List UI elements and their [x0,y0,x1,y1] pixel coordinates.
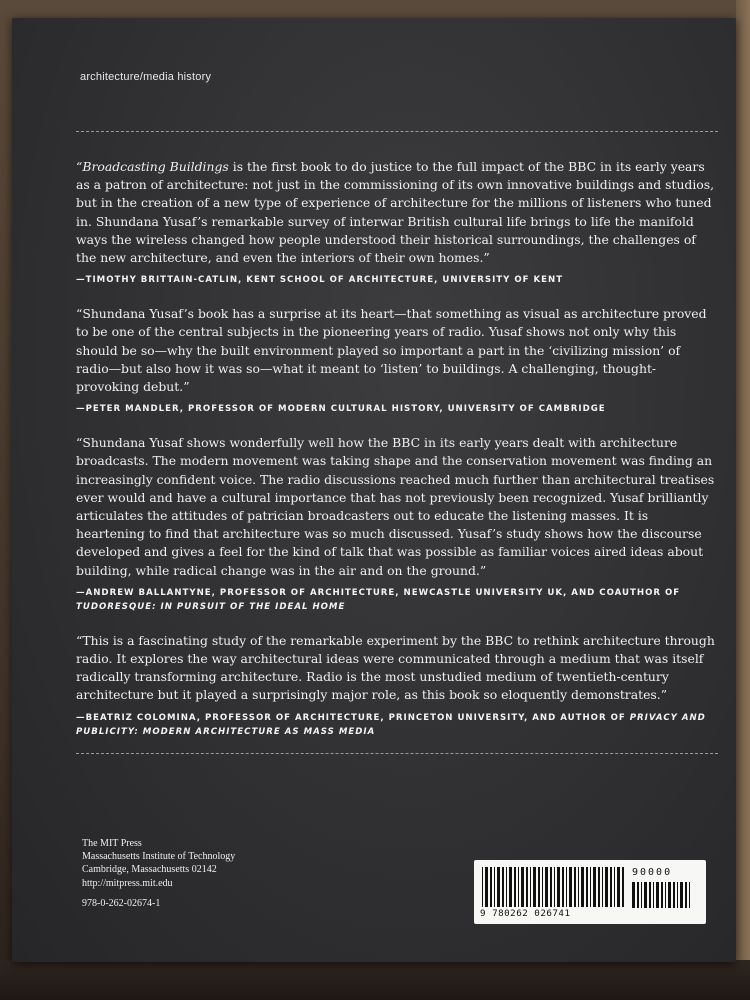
barcode-bar [632,882,635,908]
endorsement-1 [76,158,716,287]
barcode-bar [689,882,690,908]
barcode-bar [509,867,512,907]
barcode-bar [542,867,543,907]
barcode-bar [673,882,675,908]
publisher-institution: Massachusetts Institute of Technology [82,851,236,863]
endorsement-quote: “Shundana Yusaf’s book has a surprise at its heart—that something as visual as architecture proved to be one of the central subjects in the pioneering years of radio. Yusaf shows not only why this should be so—why the built environment played so important a part in the ‘civilizing mission’ of radio—but also how it was so—what it meant to ‘listen’ to buildings. A challenging, thought-provoking debut.” [76,306,707,395]
barcode-digits: 9 780262 026741 [480,908,571,919]
barcode-bar [661,882,663,908]
barcode-bar [605,867,608,907]
endorsement-quote: “Shundana Yusaf shows wonderfully well how the BBC in its early years dealt with architecture broadcasts. The modern movement was taking shape and the conservation movement was finding an increasingly confident voice. The radio discussions reached much further than architectural treatises ever would and have a cultural importance that has not previously been recognized. Yusaf brilliantly articulates the attitudes of patrician broadcasters out to educate the listening masses. It is heartening to find that architecture was so much discussed. Yusaf’s study shows how the discourse developed and gives a feel for the kind of talk that was possible as familiar voices aired ideas about building, while radical change was in the air and on the ground.” [76,435,715,578]
isbn: 978-0-262-02674-1 [82,898,161,909]
top-dashed-divider [76,131,718,132]
barcode-bar [545,867,548,907]
barcode-bar [569,867,572,907]
barcode-bar [614,867,615,907]
endorsement-quote [76,158,716,267]
publisher-block [82,837,235,890]
attribution-text: —ANDREW BALLANTYNE, PROFESSOR OF ARCHITECTURE, NEWCASTLE UNIVERSITY UK, AND COAUTHOR OF [76,587,681,598]
barcode-bar [566,867,567,907]
barcode-bar [518,867,519,907]
ean-barcode [482,867,626,907]
book-back-cover [12,18,736,962]
barcode-bar [574,867,576,907]
barcode-bar [562,867,564,907]
price-addon-barcode [632,882,694,908]
table-surface-bottom [0,960,750,1000]
barcode-bar [610,867,612,907]
endorsement-attribution: —TIMOTHY BRITTAIN-CATLIN, KENT SCHOOL OF ARCHITECTURE, UNIVERSITY OF KENT [76,275,564,286]
barcode-bar [593,867,596,907]
barcode-bar [602,867,603,907]
barcode-bar [497,867,500,907]
endorsement-3 [76,434,716,614]
publisher-address: Cambridge, Massachusetts 02142 [82,864,217,876]
attribution-book-title: PRIVACY AND PUBLICITY: MODERN ARCHITECTURE AS MASS MEDIA [76,712,706,737]
barcode-bar [668,882,671,908]
endorsement-attribution [76,711,716,739]
barcode-bar [514,867,516,907]
barcode-bar [677,882,678,908]
barcode-bar [641,882,642,908]
book-title-italic: “Broadcasting Buildings [76,159,229,174]
endorsement-attribution: —PETER MANDLER, PROFESSOR OF MODERN CULTURAL HISTORY, UNIVERSITY OF CAMBRIDGE [76,404,606,415]
barcode-bar [538,867,540,907]
barcode-bar [526,867,528,907]
attribution-text: —BEATRIZ COLOMINA, PROFESSOR OF ARCHITECTURE, PRINCETON UNIVERSITY, AND AUTHOR OF [76,712,630,723]
bottom-dashed-divider [76,753,718,754]
barcode-bar [622,867,624,907]
barcode-bar [617,867,620,907]
barcode-bar [665,882,666,908]
publisher-name: The MIT Press [82,838,142,849]
quote-text: is the first book to do justice to the full impact of the BBC in its early years as a patron of architecture: not just in the commissioning of its own innovative buildings and studios, but in the creation of a new type of experience of architecture for the millions of listeners who tuned in. Shundana Yusaf’s remarkable survey of interwar British cultural life brings to life the manifold ways the wireless changed how people understood their historical surroundings, the challenges of the new architecture, and even the interiors of their own homes.” [76,159,715,266]
endorsements [76,158,716,757]
barcode-bar [578,867,579,907]
barcode-bar [656,882,659,908]
barcode-bar [581,867,584,907]
barcode-bar [550,867,552,907]
barcode-bar [485,867,488,907]
barcode-addon-digits: 90000 [632,867,673,878]
barcode-bar [649,882,651,908]
barcode-bar [506,867,507,907]
barcode-bar [586,867,588,907]
barcode-bar [494,867,495,907]
barcode-bar [685,882,687,908]
barcode-bar [521,867,524,907]
endorsement-attribution [76,586,716,614]
publisher-url: http://mitpress.mit.edu [82,877,173,889]
endorsement-quote: “This is a fascinating study of the remarkable experiment by the BBC to rethink architecture through radio. It explores the way architectural ideas were communicated through a medium that was itself radically transforming architecture. Radio is the most unstudied medium of twentieth-century architecture but it played a surprisingly major role, as this book so eloquently demonstrates.” [76,632,715,703]
barcode-bar [644,882,647,908]
barcode-bar [557,867,560,907]
endorsement-4 [76,632,716,739]
barcode-bar [482,867,483,907]
barcode-bar [554,867,555,907]
category-label: architecture/media history [80,71,212,83]
attribution-book-title: TUDORESQUE: IN PURSUIT OF THE IDEAL HOME [76,601,346,612]
table-surface-right [736,0,750,1000]
barcode-bar [637,882,639,908]
barcode-bar [653,882,654,908]
barcode-label [474,860,706,924]
barcode-bar [502,867,504,907]
barcode-bar [490,867,492,907]
barcode-bar [680,882,683,908]
barcode-bar [598,867,600,907]
barcode-bar [533,867,536,907]
endorsement-2 [76,305,716,416]
barcode-bar [530,867,531,907]
barcode-bar [590,867,591,907]
